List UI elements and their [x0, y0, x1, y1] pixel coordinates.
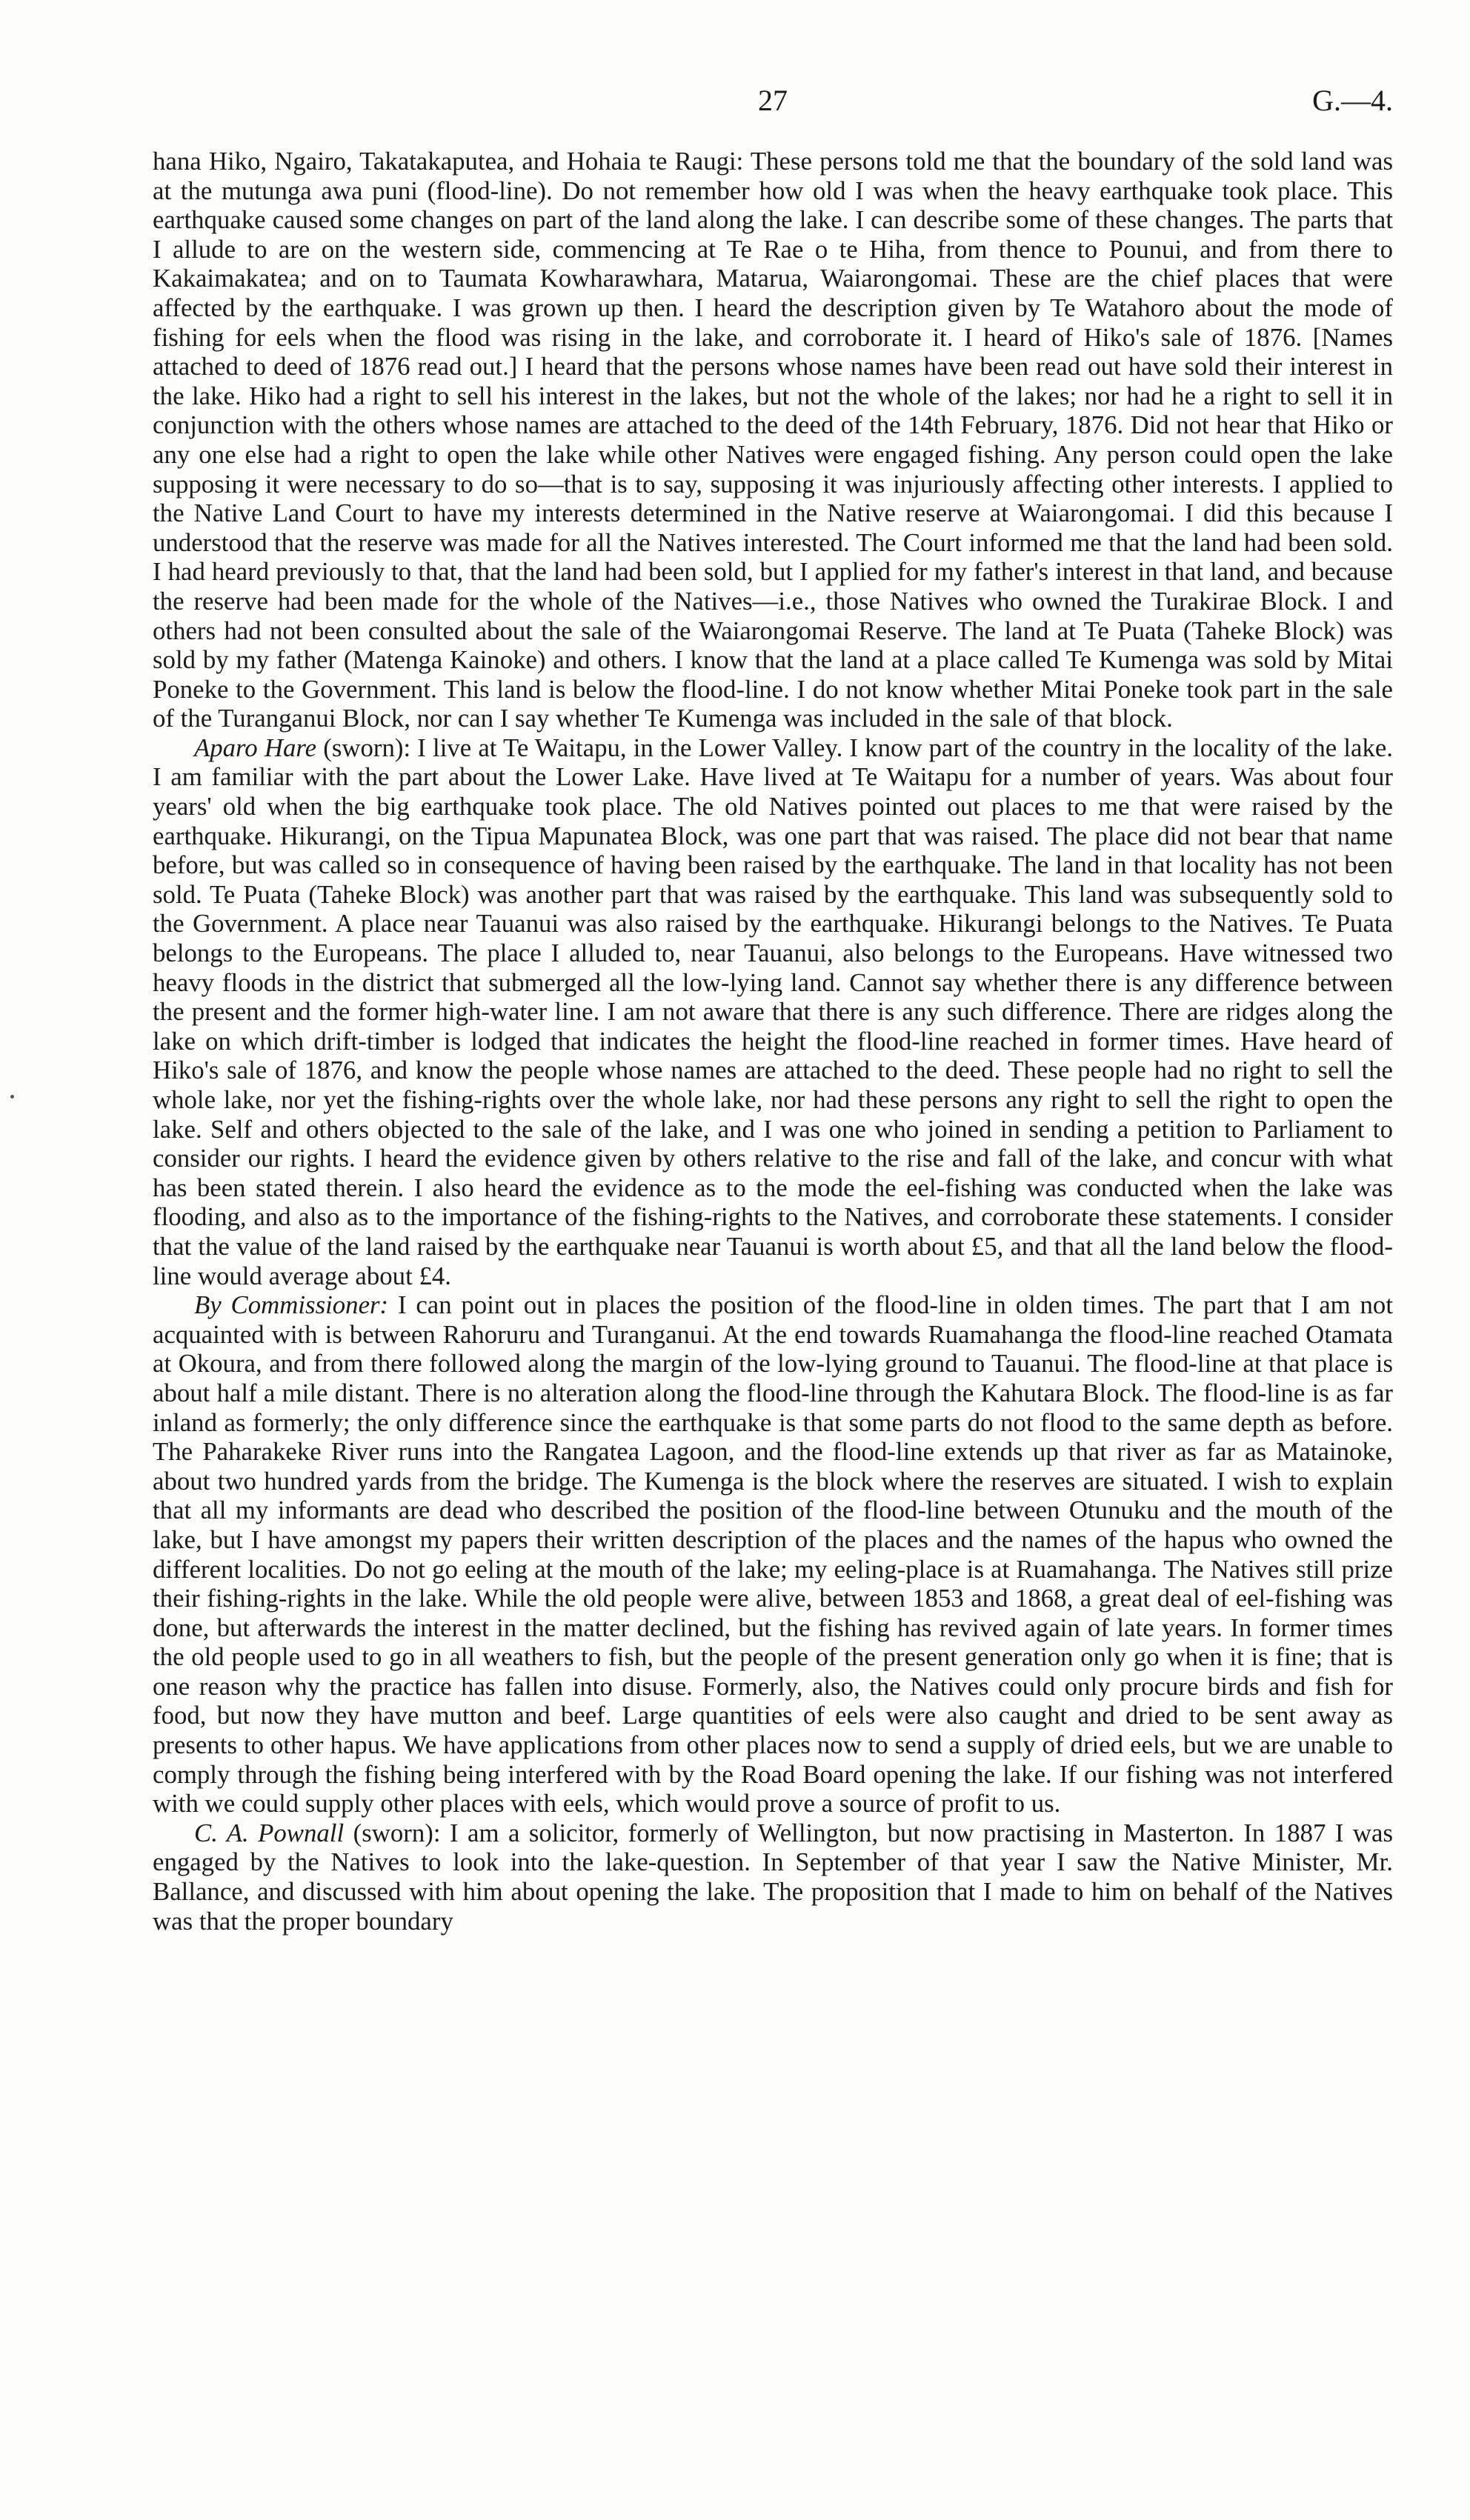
page-header: [153, 83, 1393, 127]
page-number: 27: [758, 84, 788, 117]
document-reference: G.—4.: [1312, 84, 1393, 117]
speaker-name: Aparo Hare: [194, 733, 317, 762]
paragraph-text: (sworn): I am a solicitor, formerly of Wellington, but now practising in Masterton. In 1887 I was engaged by the Natives to look into the lake-question. In September of that year I saw the Native Minister, Mr. Ballance, and discussed with him about opening the lake. The proposition that I made to him on behalf of the Natives was that the proper boundary: [153, 1818, 1393, 1936]
paragraph-pownall-testimony: [153, 1819, 1393, 1936]
speaker-name: By Commissioner:: [194, 1290, 389, 1320]
scan-speck: [10, 1095, 14, 1099]
paragraph-text: (sworn): I live at Te Waitapu, in the Lower Valley. I know part of the country in the locality of the lake. I am familiar with the part about the Lower Lake. Have lived at Te Waitapu for a number of years. Was about four years' old when the big earthquake took place. The old Natives pointed out places to me that were raised by the earthquake. Hikurangi, on the Tipua Mapunatea Block, was one part that was raised. The place did not bear that name before, but was called so in consequence of having been raised by the earthquake. The land in that locality has not been sold. Te Puata (Taheke Block) was another part that was raised by the earthquake. This land was subsequently sold to the Government. A place near Tauanui was also raised by the earthquake. Hikurangi belongs to the Natives. Te Puata belongs to the Europeans. The place I alluded to, near Tauanui, also belongs to the Europeans. Have witnessed two heavy floods in the district that submerged all the low-lying land. Cannot say whether there is any difference between the present and the former high-water line. I am not aware that there is any such difference. There are ridges along the lake on which drift-timber is lodged that indicates the height the flood-line reached in former times. Have heard of Hiko's sale of 1876, and know the people whose names are attached to the deed. These people had no right to sell the whole lake, nor yet the fishing-rights over the whole lake, nor had these persons any right to sell the right to open the lake. Self and others objected to the sale of the lake, and I was one who joined in sending a petition to Parliament to consider our rights. I heard the evidence given by others relative to the rise and fall of the lake, and concur with what has been stated therein. I also heard the evidence as to the mode the eel-fishing was conducted when the lake was flooding, and also as to the importance of the fishing-rights to the Natives, and corroborate these statements. I consider that the value of the land raised by the earthquake near Tauanui is worth about £5, and that all the land below the flood-line would average about £4.: [153, 733, 1393, 1290]
body-text: [153, 147, 1393, 1936]
paragraph-continuation: [153, 147, 1393, 733]
paragraph-text: I can point out in places the position of the flood-line in olden times. The part that I am not acquainted with is between Rahoruru and Turanganui. At the end towards Ruamahanga the flood-line reached Otamata at Okoura, and from there followed along the margin of the low-lying ground to Tauanui. The flood-line at that place is about half a mile distant. There is no alteration along the flood-line through the Kahutara Block. The flood-line is as far inland as formerly; the only difference since the earthquake is that some parts do not flood to the same depth as before. The Paharakeke River runs into the Rangatea Lagoon, and the flood-line extends up that river as far as Matainoke, about two hundred yards from the bridge. The Kumenga is the block where the reserves are situated. I wish to explain that all my informants are dead who described the position of the flood-line between Otunuku and the mouth of the lake, but I have amongst my papers their written description of the places and the names of the hapus who owned the different localities. Do not go eeling at the mouth of the lake; my eeling-place is at Ruamahanga. The Natives still prize their fishing-rights in the lake. While the old people were alive, between 1853 and 1868, a great deal of eel-fishing was done, but afterwards the interest in the matter declined, but the fishing has revived again of late years. In former times the old people used to go in all weathers to fish, but the people of the present generation only go when it is fine; that is one reason why the practice has fallen into disuse. Formerly, also, the Natives could only procure birds and fish for food, but now they have mutton and beef. Large quantities of eels were also caught and dried to be sent away as presents to other hapus. We have applications from other places now to send a supply of dried eels, but we are unable to comply through the fishing being interfered with by the Road Board opening the lake. If our fishing was not interfered with we could supply other places with eels, which would prove a source of profit to us.: [153, 1290, 1393, 1819]
paragraph-text: hana Hiko, Ngairo, Takatakaputea, and Hohaia te Raugi: These persons told me that the boundary of the sold land was at the mutunga awa puni (flood-line). Do not remember how old I was when the heavy earthquake took place. This earthquake caused some changes on part of the land along the lake. I can describe some of these changes. The parts that I allude to are on the western side, commencing at Te Rae o te Hiha, from thence to Pounui, and from there to Kakaimakatea; and on to Taumata Kowharawhara, Matarua, Waiarongomai. These are the chief places that were affected by the earthquake. I was grown up then. I heard the description given by Te Watahoro about the mode of fishing for eels when the flood was rising in the lake, and corroborate it. I heard of Hiko's sale of 1876. [Names attached to deed of 1876 read out.] I heard that the persons whose names have been read out have sold their interest in the lake. Hiko had a right to sell his interest in the lakes, but not the whole of the lakes; nor had he a right to sell it in conjunction with the others whose names are attached to the deed of the 14th February, 1876. Did not hear that Hiko or any one else had a right to open the lake while other Natives were engaged fishing. Any person could open the lake supposing it were necessary to do so—that is to say, supposing it was injuriously affecting other interests. I applied to the Native Land Court to have my interests determined in the Native reserve at Waiarongomai. I did this because I understood that the reserve was made for all the Natives interested. The Court informed me that the land had been sold. I had heard previously to that, that the land had been sold, but I applied for my father's interest in that land, and because the reserve had been made for the whole of the Natives—i.e., those Natives who owned the Turakirae Block. I and others had not been consulted about the sale of the Waiarongomai Reserve. The land at Te Puata (Taheke Block) was sold by my father (Matenga Kainoke) and others. I know that the land at a place called Te Kumenga was sold by Mitai Poneke to the Government. This land is below the flood-line. I do not know whether Mitai Poneke took part in the sale of the Turanganui Block, nor can I say whether Te Kumenga was included in the sale of that block.: [153, 147, 1393, 733]
paragraph-aparo-hare-testimony: [153, 733, 1393, 1290]
speaker-name: C. A. Pownall: [194, 1818, 345, 1847]
paragraph-by-commissioner: [153, 1290, 1393, 1819]
